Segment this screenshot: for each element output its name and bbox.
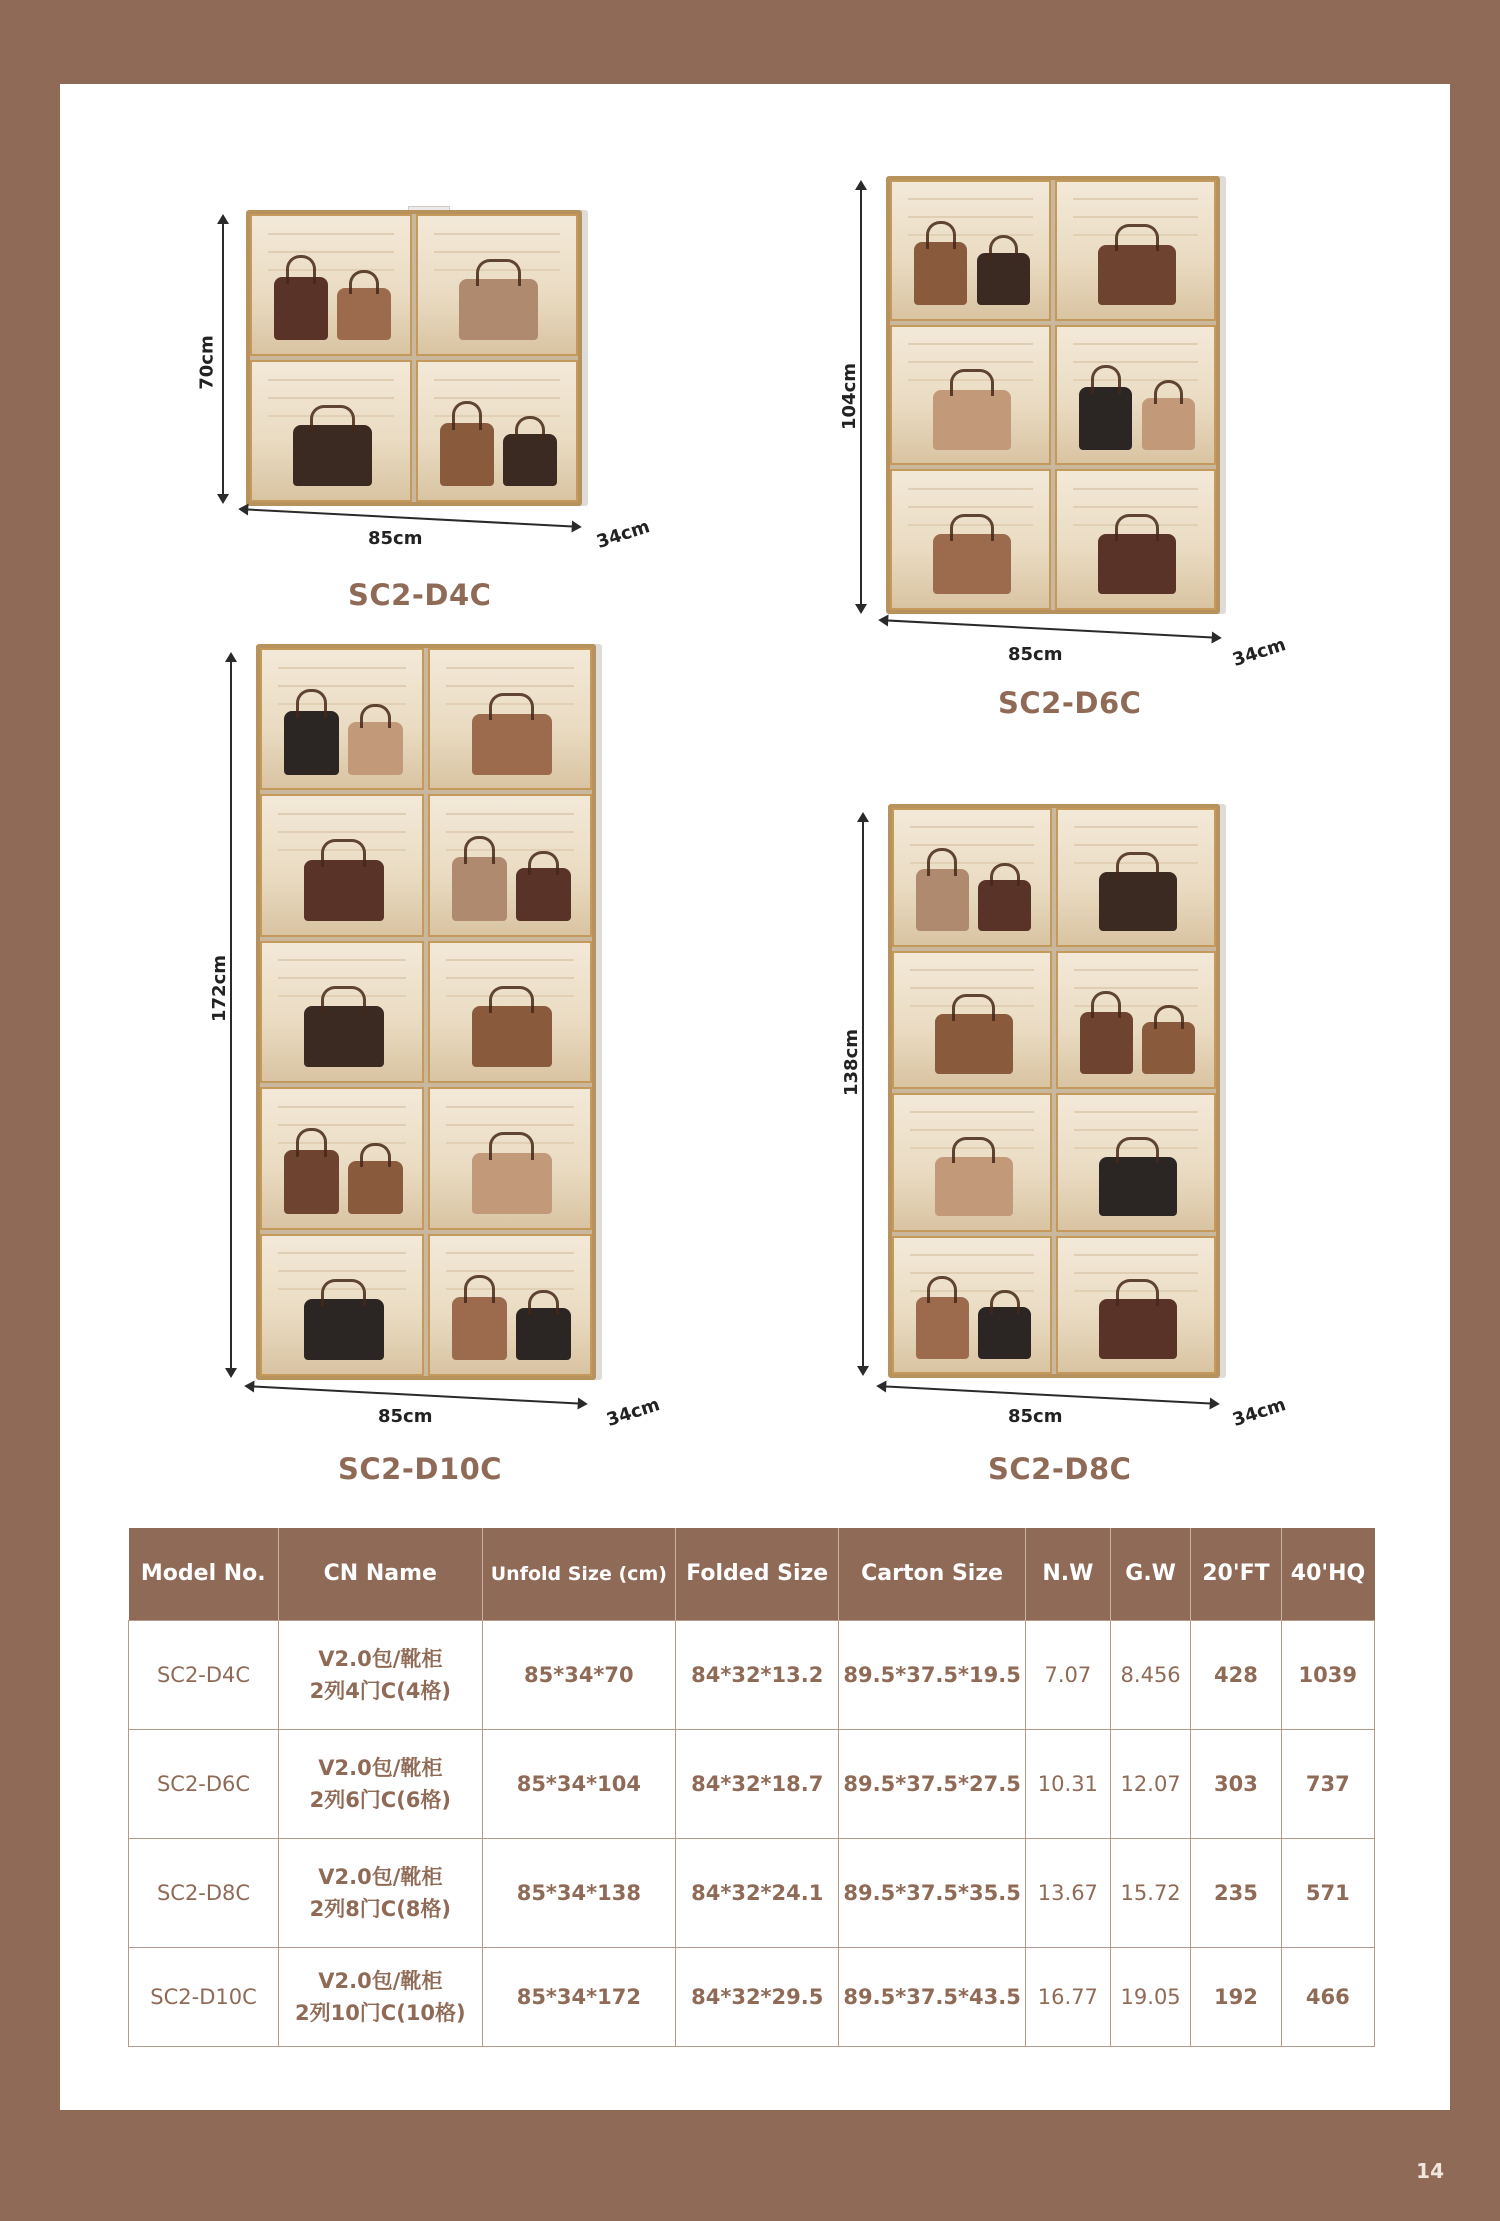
column-header: Folded Size (676, 1528, 839, 1620)
height-dimension-line (230, 654, 232, 1376)
handbag-image (304, 1299, 384, 1360)
depth-label: 34cm (604, 1394, 663, 1431)
model-title: SC2-D10C (338, 1452, 503, 1486)
handbag-image (472, 1153, 552, 1214)
model-cell: SC2-D8C (129, 1838, 279, 1947)
carton-cell: 89.5*37.5*43.5 (839, 1947, 1025, 2046)
handbag-image (1099, 872, 1177, 931)
model-title: SC2-D6C (998, 686, 1142, 720)
handbag-image (916, 869, 969, 931)
carton-cell: 89.5*37.5*27.5 (839, 1729, 1025, 1838)
width-label: 85cm (368, 528, 423, 549)
depth-label: 34cm (1230, 634, 1289, 671)
width-label: 85cm (378, 1406, 433, 1427)
handbag-image (1079, 387, 1132, 450)
cabinet-image (246, 210, 582, 506)
handbag-image (933, 390, 1012, 450)
handbag-image (284, 1150, 338, 1214)
spec-table (128, 1528, 1375, 2047)
handbag-image (440, 423, 494, 486)
width-dimension-line (880, 619, 1220, 639)
compartment (428, 794, 592, 936)
ft20-cell: 235 (1191, 1838, 1281, 1947)
cn-name-line: V2.0包/靴柜 (318, 1864, 443, 1889)
compartment (416, 214, 578, 356)
compartment (1056, 1093, 1216, 1232)
compartment (1055, 325, 1216, 466)
height-dimension-line (222, 216, 224, 502)
nw-cell: 13.67 (1025, 1838, 1110, 1947)
table-row (129, 1729, 1375, 1838)
depth-label: 34cm (1230, 1394, 1289, 1431)
column-header: 40'HQ (1281, 1528, 1374, 1620)
handbag-image (348, 1161, 402, 1214)
compartment (260, 648, 424, 790)
model-cell: SC2-D10C (129, 1947, 279, 2046)
compartment (1056, 951, 1216, 1090)
width-label: 85cm (1008, 644, 1063, 665)
handbag-image (1099, 1299, 1177, 1358)
handbag-image (304, 1006, 384, 1067)
cn-name-line: V2.0包/靴柜 (318, 1968, 443, 1993)
width-label: 85cm (1008, 1406, 1063, 1427)
cn-name-cell (279, 1729, 483, 1838)
folded-cell: 84*32*13.2 (676, 1620, 839, 1729)
nw-cell: 7.07 (1025, 1620, 1110, 1729)
cn-name-line: V2.0包/靴柜 (318, 1755, 443, 1780)
ft20-cell: 303 (1191, 1729, 1281, 1838)
compartment (260, 941, 424, 1083)
column-header: Unfold Size (cm) (482, 1528, 676, 1620)
unfold-cell: 85*34*172 (482, 1947, 676, 2046)
ft20-cell: 428 (1191, 1620, 1281, 1729)
compartment (890, 325, 1051, 466)
cn-name-line: V2.0包/靴柜 (318, 1646, 443, 1671)
cn-name-line: 2列10门C(10格) (294, 2000, 466, 2025)
compartment (1055, 469, 1216, 610)
folded-cell: 84*32*18.7 (676, 1729, 839, 1838)
compartment (1055, 180, 1216, 321)
handbag-image (933, 534, 1012, 594)
gw-cell: 12.07 (1110, 1729, 1190, 1838)
handbag-image (284, 711, 338, 775)
model-cell: SC2-D4C (129, 1620, 279, 1729)
compartment (428, 648, 592, 790)
hq40-cell: 1039 (1281, 1620, 1374, 1729)
handbag-image (516, 868, 570, 921)
width-dimension-line (240, 508, 580, 528)
handbag-image (293, 425, 372, 486)
column-header: Model No. (129, 1528, 279, 1620)
compartment (428, 1087, 592, 1229)
height-label: 70cm (196, 335, 218, 390)
handbag-image (304, 860, 384, 921)
nw-cell: 10.31 (1025, 1729, 1110, 1838)
compartment (890, 469, 1051, 610)
height-label: 138cm (841, 1029, 862, 1096)
height-label: 104cm (839, 363, 860, 430)
table-row (129, 1838, 1375, 1947)
handbag-image (1099, 1157, 1177, 1216)
handbag-image (1098, 245, 1177, 305)
nw-cell: 16.77 (1025, 1947, 1110, 2046)
column-header: G.W (1110, 1528, 1190, 1620)
handbag-image (1142, 1022, 1195, 1073)
cn-name-cell (279, 1838, 483, 1947)
handbag-image (274, 277, 328, 340)
table-header-row (129, 1528, 1375, 1620)
handbag-image (1142, 398, 1195, 450)
hq40-cell: 571 (1281, 1838, 1374, 1947)
model-title: SC2-D8C (988, 1452, 1132, 1486)
handbag-image (978, 1307, 1031, 1358)
hq40-cell: 466 (1281, 1947, 1374, 2046)
carton-cell: 89.5*37.5*35.5 (839, 1838, 1025, 1947)
compartment (260, 794, 424, 936)
handbag-image (472, 714, 552, 775)
cabinet-image (256, 644, 596, 1380)
handbag-image (348, 722, 402, 775)
folded-cell: 84*32*29.5 (676, 1947, 839, 2046)
compartment (892, 1236, 1052, 1375)
carton-cell: 89.5*37.5*19.5 (839, 1620, 1025, 1729)
compartment (250, 360, 412, 502)
compartment (260, 1234, 424, 1376)
compartment (892, 1093, 1052, 1232)
handbag-image (916, 1297, 969, 1359)
column-header: 20'FT (1191, 1528, 1281, 1620)
handbag-image (452, 857, 506, 921)
cn-name-cell (279, 1947, 483, 2046)
gw-cell: 15.72 (1110, 1838, 1190, 1947)
cn-name-line: 2列4门C(4格) (309, 1678, 452, 1703)
height-dimension-line (862, 814, 864, 1374)
compartment (428, 1234, 592, 1376)
handbag-image (1080, 1012, 1133, 1074)
compartment (892, 808, 1052, 947)
handbag-image (1098, 534, 1177, 594)
hq40-cell: 737 (1281, 1729, 1374, 1838)
cabinet-image (886, 176, 1220, 614)
handbag-image (459, 279, 538, 340)
table-row (129, 1947, 1375, 2046)
gw-cell: 19.05 (1110, 1947, 1190, 2046)
handbag-image (977, 253, 1030, 305)
handbag-image (978, 880, 1031, 931)
cn-name-cell (279, 1620, 483, 1729)
handbag-image (914, 242, 967, 305)
width-dimension-line (878, 1385, 1218, 1405)
table-row (129, 1620, 1375, 1729)
compartment (1056, 808, 1216, 947)
compartment (250, 214, 412, 356)
compartment (260, 1087, 424, 1229)
compartment (890, 180, 1051, 321)
width-dimension-line (246, 1385, 586, 1405)
folded-cell: 84*32*24.1 (676, 1838, 839, 1947)
handbag-image (472, 1006, 552, 1067)
column-header: N.W (1025, 1528, 1110, 1620)
unfold-cell: 85*34*138 (482, 1838, 676, 1947)
model-title: SC2-D4C (348, 578, 492, 612)
height-label: 172cm (209, 955, 230, 1022)
cabinet-image (888, 804, 1220, 1378)
ft20-cell: 192 (1191, 1947, 1281, 2046)
compartment (1056, 1236, 1216, 1375)
model-cell: SC2-D6C (129, 1729, 279, 1838)
handbag-image (452, 1297, 506, 1361)
depth-label: 34cm (594, 516, 653, 553)
page-number: 14 (1416, 2159, 1444, 2183)
compartment (428, 941, 592, 1083)
gw-cell: 8.456 (1110, 1620, 1190, 1729)
handbag-image (516, 1308, 570, 1361)
column-header: Carton Size (839, 1528, 1025, 1620)
column-header: CN Name (279, 1528, 483, 1620)
compartment (892, 951, 1052, 1090)
height-dimension-line (860, 182, 862, 612)
compartment (416, 360, 578, 502)
handbag-image (935, 1157, 1013, 1216)
handbag-image (337, 288, 391, 340)
cn-name-line: 2列6门C(6格) (309, 1787, 452, 1812)
unfold-cell: 85*34*70 (482, 1620, 676, 1729)
unfold-cell: 85*34*104 (482, 1729, 676, 1838)
handbag-image (935, 1014, 1013, 1073)
cn-name-line: 2列8门C(8格) (309, 1896, 452, 1921)
handbag-image (503, 434, 557, 486)
